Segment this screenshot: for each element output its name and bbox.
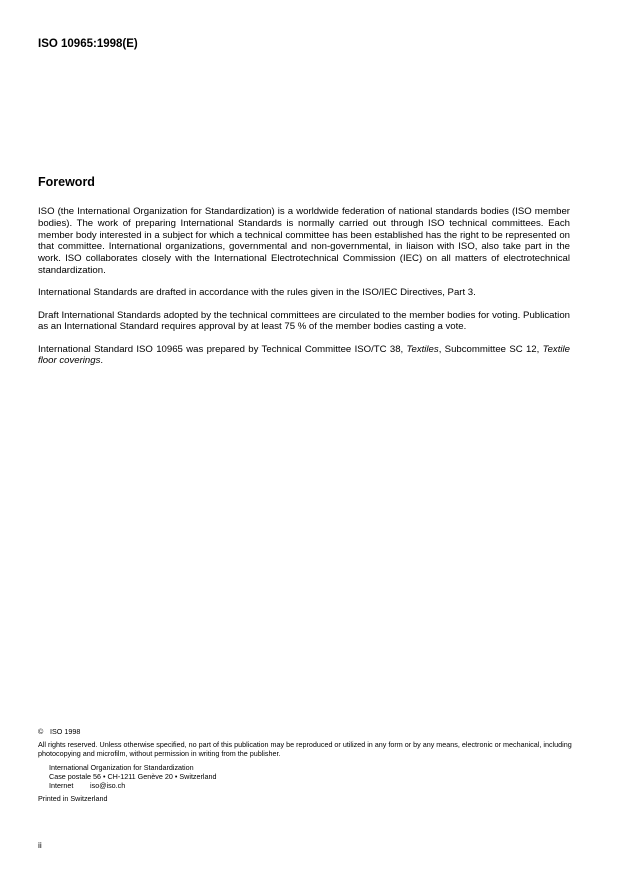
foreword-paragraph-4	[38, 344, 570, 368]
address-postal: Case postale 56 • CH-1211 Genève 20 • Switzerland	[49, 772, 217, 781]
foreword-paragraph-3: Draft International Standards adopted by the technical committees are circulated to the member bodies for voting. Publication as an International Standard requires approval by at least 75 % of the member bodies casting a vote.	[38, 309, 570, 333]
printed-in: Printed in Switzerland	[38, 794, 108, 803]
foreword-paragraph-1: ISO (the International Organization for Standardization) is a worldwide federation of national standards bodies (ISO member bodies). The work of preparing International Standards is normally carried out through ISO technical committees. Each member body interested in a subject for which a technical committee has been established has the right to be represented on that committee. International organizations, governmental and non-governmental, in liaison with ISO, also take part in the work. ISO collaborates closely with the International Electrotechnical Commission (IEC) on all matters of electrotechnical standardization.	[38, 206, 570, 276]
address-organization: International Organization for Standardization	[49, 763, 194, 772]
paragraph-4-text-c: .	[100, 355, 104, 367]
foreword-paragraph-2: International Standards are drafted in accordance with the rules given in the ISO/IEC Directives, Part 3.	[38, 287, 476, 299]
committee-name: Textiles	[406, 343, 439, 355]
copyright-text: ISO 1998	[50, 727, 81, 736]
internet-label: Internet	[49, 781, 74, 790]
publisher-address	[49, 763, 583, 790]
copyright-icon: ©	[38, 727, 44, 736]
paragraph-4-text-a: International Standard ISO 10965 was prepared by Technical Committee ISO/TC 38,	[38, 343, 407, 355]
copyright-line	[38, 727, 583, 736]
page-number: ii	[38, 840, 42, 850]
subcommittee-name: Textile floor coverings	[38, 343, 570, 367]
internet-email: iso@iso.ch	[90, 781, 126, 790]
copyright-footer	[38, 727, 583, 803]
paragraph-4-text-b: , Subcommittee SC 12,	[438, 343, 543, 355]
rights-statement: All rights reserved. Unless otherwise specified, no part of this publication may be reproduced or utilized in any form or by any means, electronic or mechanical, including photocopying and microfilm, without permission in writing from the publisher.	[38, 740, 572, 758]
document-id-header: ISO 10965:1998(E)	[38, 38, 138, 50]
foreword-body	[38, 206, 570, 378]
address-internet	[49, 781, 583, 790]
foreword-title: Foreword	[38, 175, 95, 189]
